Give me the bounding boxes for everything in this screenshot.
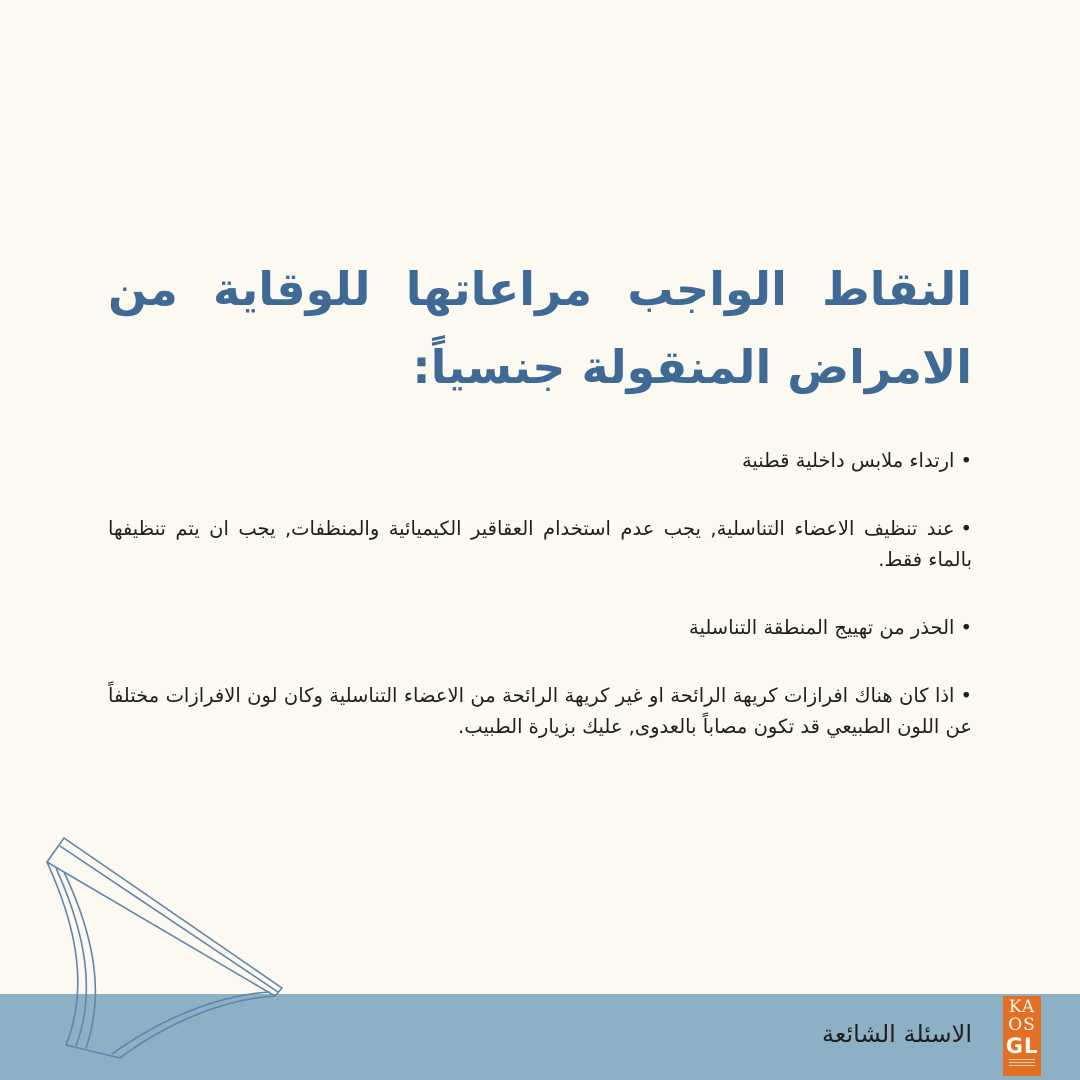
list-item-text: الحذر من تهييج المنطقة التناسلية (688, 616, 955, 639)
list-item (108, 513, 972, 575)
logo-fine-print-lines (1009, 1059, 1035, 1060)
prevention-list (108, 445, 972, 779)
list-item (108, 680, 972, 742)
kaos-gl-logo (1003, 996, 1041, 1076)
list-item (108, 612, 972, 643)
logo-line-os: OS (1008, 1015, 1036, 1035)
page-title: النقاط الواجب مراعاتها للوقاية من الامراض المنقولة جنسياً: (108, 262, 972, 394)
logo-line-gl: GL (1005, 1034, 1039, 1058)
bullet-dot: • (960, 684, 972, 707)
bullet-dot: • (960, 517, 972, 540)
bullet-dot: • (960, 449, 972, 472)
list-item-text: اذا كان هناك افرازات كريهة الرائحة او غير كريهة الرائحة من الاعضاء التناسلية وكان لون الافرازات مختلفاً عن اللون الطبيعي قد تكون مصاباً بالعدوى, عليك بزيارة الطبيب. (108, 684, 972, 738)
bullet-dot: • (960, 616, 972, 639)
list-item-text: ارتداء ملابس داخلية قطنية (741, 449, 955, 472)
list-item-text: عند تنظيف الاعضاء التناسلية, يجب عدم استخدام العقاقير الكيميائية والمنظفات, يجب ان يتم تنظيفها بالماء فقط. (108, 517, 972, 571)
logo-line-ka: KA (1008, 997, 1036, 1017)
list-item (108, 445, 972, 476)
faq-label: الاسئلة الشائعة (822, 1020, 972, 1048)
underwear-outline-illustration-icon (0, 820, 320, 1080)
